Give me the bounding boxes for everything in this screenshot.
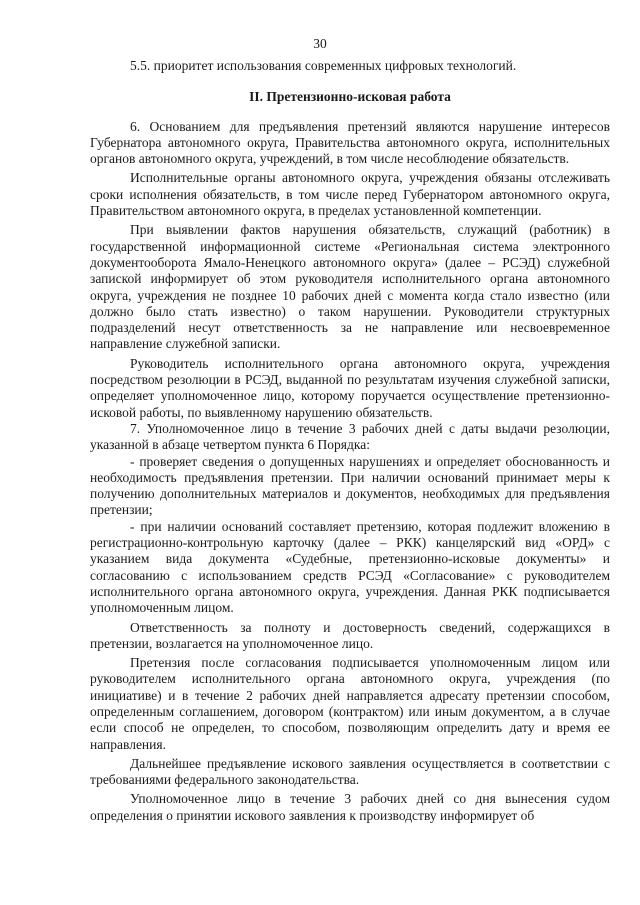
paragraph: 6. Основанием для предъявления претензий являются нарушение интересов Губернатора автономного округа, Правительства автономного округа, исполнительных органов автономного округа, учреждений, в том числе несоблюдение обязательств. <box>90 118 610 167</box>
paragraph: Уполномоченное лицо в течение 3 рабочих дней со дня вынесения судом определения о принятии искового заявления к производству информирует об <box>90 791 610 823</box>
section-title: II. Претензионно-исковая работа <box>249 89 451 105</box>
paragraph: Исполнительные органы автономного округа, учреждения обязаны отслеживать сроки исполнения обязательств, в том числе перед Губернатором автономного округа, Правительством автономного округа, в пределах установленной компетенции. <box>90 170 610 219</box>
document-body <box>90 58 610 824</box>
paragraph: Руководитель исполнительного органа автономного округа, учреждения посредством резолюции в РСЭД, выданной по результатам изучения служебной записки, определяет уполномоченное лицо, которому поручается осуществление претензионно-исковой работы, по выявленному нарушению обязательств. <box>90 355 610 420</box>
list-item: - проверяет сведения о допущенных нарушениях и определяет обоснованность и необходимость предъявления претензии. При наличии оснований принимает меры к получению дополнительных материалов и документов, необходимых для предъявления претензии; <box>90 453 610 518</box>
list-item: - при наличии оснований составляет претензию, которая подлежит вложению в регистрационно-контрольную карточку (далее – РКК) канцелярский вид «ОРД» с указанием вида документа «Судебные, претензионно-исковые документы» и согласованию с использованием средств РСЭД «Согласование» с руководителем исполнительного органа автономного округа, учреждения. Данная РКК подписывается уполномоченным лицом. <box>90 518 610 616</box>
intro-paragraph: 5.5. приоритет использования современных цифровых технологий. <box>130 58 517 73</box>
paragraph: При выявлении фактов нарушения обязательств, служащий (работник) в государственной информационной системе «Региональная система электронного документооборота Ямало-Ненецкого автономного округа» (далее – РСЭД) служебной запиской информирует об этом руководителя исполнительного органа автономного округа, учреждения не позднее 10 рабочих дней с момента когда стало известно (или должно было стать известно) о таком нарушении. Руководители структурных подразделений несут ответственность за не направление или несвоевременное направление служебной записки. <box>90 222 610 352</box>
page-number: 30 <box>313 36 327 51</box>
paragraph: Ответственность за полноту и достоверность сведений, содержащихся в претензии, возлагается на уполномоченное лицо. <box>90 619 610 651</box>
paragraph: Претензия после согласования подписывается уполномоченным лицом или руководителем исполнительного органа автономного округа, учреждения (по инициативе) и в течение 2 рабочих дней направляется адресату претензии способом, определенным соглашением, договором (контрактом) или иным документом, а в случае если способ не определен, то способом, позволяющим определить дату и время ее направления. <box>90 655 610 752</box>
paragraph: 7. Уполномоченное лицо в течение 3 рабочих дней с даты выдачи резолюции, указанной в абзаце четвертом пункта 6 Порядка: <box>90 420 610 453</box>
paragraph: Дальнейшее предъявление искового заявления осуществляется в соответствии с требованиями федерального законодательства. <box>90 755 610 788</box>
